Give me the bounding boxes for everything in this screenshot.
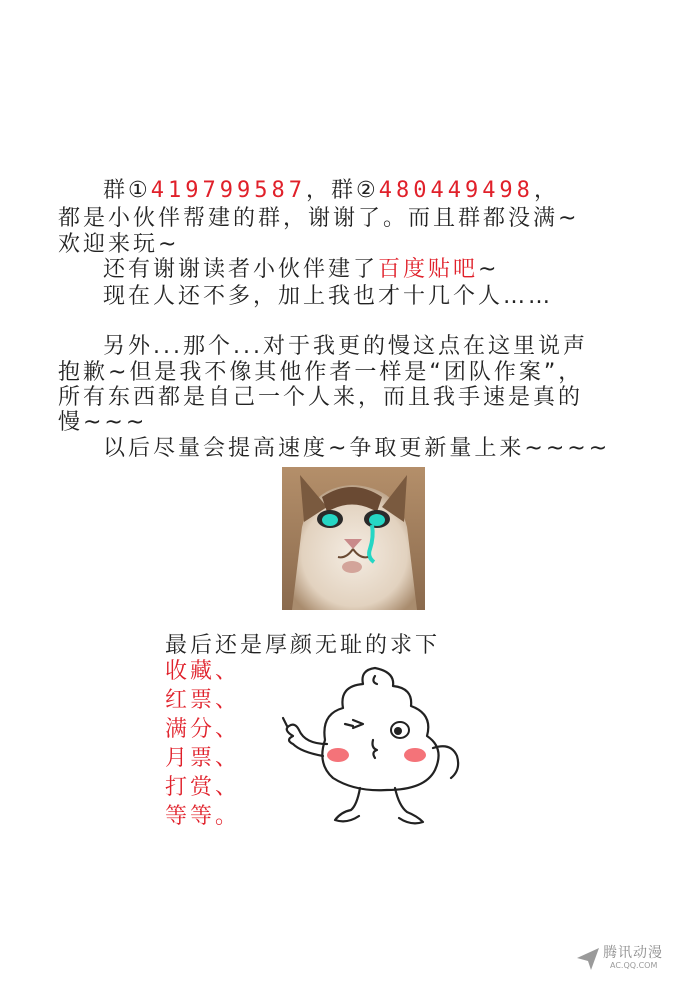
apology-line-5: 以后尽量会提高速度~争取更新量上来~~~~ — [103, 436, 611, 461]
list-item: 等等。 — [165, 804, 241, 829]
group-info-line — [103, 178, 559, 204]
list-item: 打赏、 — [165, 775, 241, 800]
intro-line-4-post: ~ — [478, 257, 500, 282]
intro-line-2: 都是小伙伴帮建的群，谢谢了。而且群都没满~ — [58, 206, 580, 231]
watermark-brand: 腾讯动漫 — [603, 945, 663, 961]
intro-line-4 — [103, 257, 499, 283]
group2-label: ，群 — [305, 178, 356, 203]
group-end-comma: ， — [533, 178, 559, 203]
apology-line-4: 慢~~~ — [58, 410, 148, 435]
group2-circle: ② — [355, 178, 379, 203]
mascot-illustration — [275, 660, 475, 840]
tieba-link[interactable]: 百度贴吧 — [378, 257, 479, 282]
group1-label: 群 — [103, 178, 129, 203]
apology-line-2: 抱歉~但是我不像其他作者一样是“团队作案”， — [58, 360, 584, 385]
intro-line-3: 欢迎来玩~ — [58, 232, 180, 257]
request-list — [165, 657, 240, 831]
watermark-url: AC.QQ.COM — [610, 961, 658, 970]
list-item: 红票、 — [165, 688, 241, 713]
list-item: 满分、 — [165, 717, 241, 742]
group1-number: 419799587 — [150, 178, 306, 203]
intro-line-5: 现在人还不多，加上我也才十几个人…… — [103, 284, 554, 309]
apology-line-1: 另外...那个...对于我更的慢这点在这里说声 — [103, 334, 588, 359]
group2-number: 480449498 — [378, 178, 534, 203]
list-item: 收藏、 — [165, 659, 241, 684]
intro-line-4-pre: 还有谢谢读者小伙伴建了 — [103, 257, 379, 282]
group1-circle: ① — [128, 178, 151, 203]
apology-line-3: 所有东西都是自己一个人来，而且我手速是真的 — [58, 385, 584, 410]
crying-cat-photo — [282, 467, 425, 610]
request-heading: 最后还是厚颜无耻的求下 — [165, 633, 441, 658]
list-item: 月票、 — [165, 746, 241, 771]
